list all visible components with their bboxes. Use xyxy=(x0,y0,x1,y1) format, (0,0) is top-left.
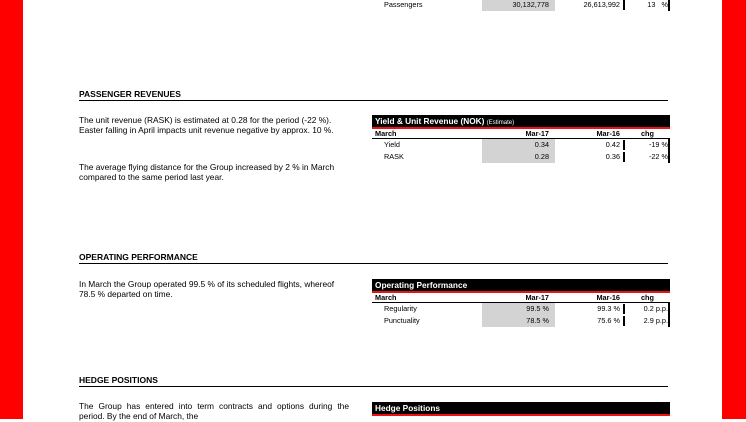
passenger-revenues-paragraph-2: The average flying distance for the Group increased by 2 % in March compared to the same period last year. xyxy=(79,162,335,183)
passenger-revenues-paragraph-1: The unit revenue (RASK) is estimated at 0.28 for the period (-22 %). Easter falling in April impacts unit revenue negative by approx. 10 %. xyxy=(79,115,334,136)
table-row xyxy=(372,0,670,11)
table-row: RASK 0.28 0.36 -22 % xyxy=(384,152,668,161)
table-header-row: March Mar-17 Mar-16 chg xyxy=(372,129,670,139)
current-value: 30,132,778 xyxy=(482,0,555,11)
row-label: Passengers xyxy=(384,0,423,9)
table-row: Regularity 99.5 % 99.3 % 0.2 p.p. xyxy=(384,304,668,313)
previous-value: 26,613,992 xyxy=(583,0,620,9)
operating-performance-paragraph: In March the Group operated 99.5 % of its scheduled flights, whereof 78.5 % departed on time. xyxy=(79,279,335,300)
section-title-passenger-revenues: PASSENGER REVENUES xyxy=(79,89,668,101)
hedge-positions-table xyxy=(372,402,670,416)
table-title: Operating Performance xyxy=(372,279,670,291)
hedge-positions-paragraph: The Group has entered into term contracts and options during the period. By the end of March, the xyxy=(79,401,349,422)
operating-performance-table xyxy=(372,279,670,327)
table-title: Yield & Unit Revenue (NOK) (Estimate) xyxy=(372,115,670,127)
left-red-border xyxy=(0,0,23,419)
yield-unit-revenue-table xyxy=(372,115,670,163)
passengers-table-fragment xyxy=(372,0,670,11)
section-title-operating-performance: OPERATING PERFORMANCE xyxy=(79,252,668,264)
table-row: Punctuality 78.5 % 75.6 % 2.9 p.p. xyxy=(384,316,668,325)
section-title-hedge-positions: HEDGE POSITIONS xyxy=(79,375,668,387)
change-value: 13 % xyxy=(647,0,668,9)
table-header-row: March Mar-17 Mar-16 chg xyxy=(372,293,670,303)
table-row: Yield 0.34 0.42 -19 % xyxy=(384,140,668,149)
table-title: Hedge Positions xyxy=(372,402,670,414)
right-red-border xyxy=(722,0,746,419)
